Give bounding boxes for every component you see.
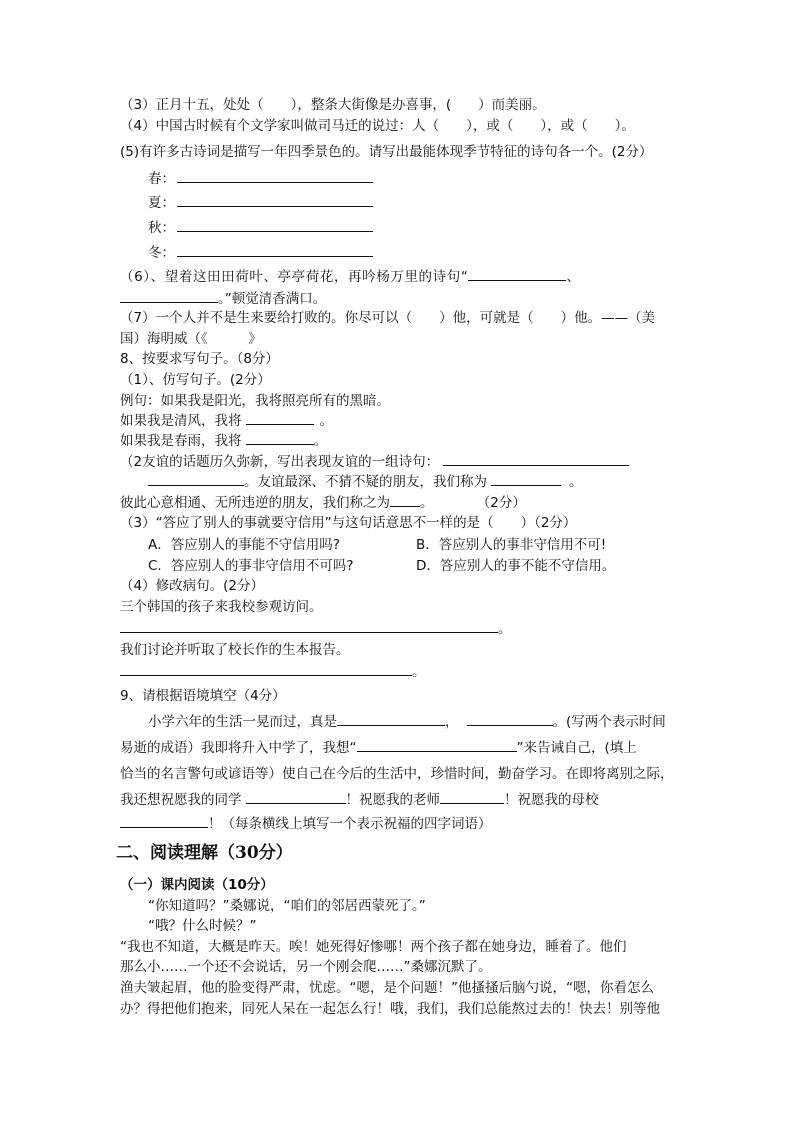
season-label: 秋： <box>148 220 175 236</box>
q8-s1-title: （1）、仿写句子。(2分） <box>120 372 271 388</box>
answer-blank[interactable] <box>120 815 208 828</box>
q7-item5-intro: (5)有许多古诗词是描写一年四季景色的。请写出最能体现季节特征的诗句各一个。(2分） <box>120 144 653 160</box>
season-label: 夏： <box>148 195 175 211</box>
q8-s2-line3 <box>120 494 526 512</box>
answer-blank[interactable] <box>357 739 517 752</box>
s2-text-b: 。友谊最深、不猜不疑的朋友，我们称为 <box>244 474 487 490</box>
q8-title: 8、按要求写句子。（8分） <box>120 351 279 367</box>
q7-item3: （3）正月十五，处处（ ），整条大街像是办喜事，( ）而美丽。 <box>120 97 546 113</box>
q9-text-i: ！（每条横线上填写一个表示祝福的四字词语） <box>208 816 492 832</box>
season-summer <box>148 194 373 212</box>
q7-item6-line2 <box>120 290 326 308</box>
passage-line: “你知道吗？”桑娜说，“咱们的邻居西蒙死了。” <box>148 898 426 914</box>
answer-blank[interactable] <box>177 244 373 257</box>
q8-s4-sentence1: 三个韩国的孩子来我校参观访问。 <box>120 599 323 615</box>
q9-text-d: 易逝的成语）我即将升入中学了，我想“ <box>120 740 357 756</box>
answer-blank[interactable] <box>177 219 373 232</box>
answer-blank[interactable] <box>390 494 420 507</box>
period: 。 <box>319 413 333 429</box>
section-title: 二、阅读理解（30分） <box>116 843 293 863</box>
answer-blank[interactable] <box>120 290 218 303</box>
passage-line: “我也不知道，大概是昨天。唉！她死得好惨哪！两个孩子都在她身边，睡着了。他们 <box>120 939 627 955</box>
answer-blank[interactable] <box>177 194 373 207</box>
period: 。 <box>498 621 512 637</box>
q8-s4-title: （4）修改病句。(2分） <box>120 578 264 594</box>
s1-line2-text: 如果我是春雨，我将 <box>120 433 242 449</box>
s2-text-a: （2友谊的话题历久弥新，写出表现友谊的一组诗句： <box>120 454 440 470</box>
period: 。 <box>412 664 426 680</box>
q9-text-f: 我还想祝愿我的同学 <box>120 792 242 808</box>
q9-line5 <box>120 815 492 833</box>
q7-item7-line1: （7）一个人并不是生来要给打败的。你尽可以（ ）他，可就是（ ）他。——（美 <box>120 310 656 326</box>
q8-s2-line2 <box>148 473 583 491</box>
period: 。 <box>420 495 434 511</box>
answer-blank[interactable] <box>468 268 566 281</box>
q8-s2-line1 <box>120 453 629 471</box>
answer-blank[interactable] <box>177 170 373 183</box>
passage-line: 办？得把他们抱来，同死人呆在一起怎么行！哦，我们，我们总能熬过去的！快去！别等他 <box>120 1001 660 1017</box>
item6-text-a: （6）、望着这田田荷叶、亭亭荷花，再吟杨万里的诗句“ <box>120 269 469 285</box>
answer-blank[interactable] <box>467 713 553 726</box>
q7-item7-line2: 国）海明威（《 》 <box>120 331 262 347</box>
q9-text-g: ！祝愿我的老师 <box>345 792 440 808</box>
answer-blank[interactable] <box>246 432 314 445</box>
answer-blank[interactable] <box>443 453 629 466</box>
q9-title: 9、请根据语境填空（4分） <box>120 688 286 704</box>
q9-text-c: 。(写两个表示时间 <box>552 714 666 730</box>
period: 。 <box>569 474 583 490</box>
q9-line1 <box>148 713 666 731</box>
season-winter <box>148 244 373 262</box>
season-spring <box>148 170 373 188</box>
passage-line: 渔夫皱起眉，他的脸变得严肃，忧虑。“嗯，是个问题！”他搔搔后脑勺说，“嗯，你看怎么 <box>120 980 654 996</box>
season-label: 春： <box>148 171 175 187</box>
option-b[interactable]: B．答应别人的事非守信用不可! <box>416 537 607 553</box>
season-label: 冬： <box>148 245 175 261</box>
q9-text-e: ”来告诫自己，(填上 <box>516 740 637 756</box>
q7-item6-line1 <box>120 268 581 286</box>
option-c[interactable]: C．答应别人的事非守信用不可吗? <box>148 558 354 574</box>
q9-line4 <box>120 791 599 809</box>
q9-line2 <box>120 739 637 757</box>
q9-text-b: ， <box>445 714 459 730</box>
item6-text-b: 。”顿觉清香满口。 <box>218 291 327 307</box>
period: 。 <box>313 433 327 449</box>
answer-blank[interactable] <box>120 663 412 676</box>
season-autumn <box>148 219 373 237</box>
s2-mark: （2分） <box>483 495 526 511</box>
answer-blank[interactable] <box>246 791 346 804</box>
q8-s3-title: （3）“答应了别人的事就要守信用”与这句话意思不一样的是（ ）（2分） <box>120 515 577 531</box>
answer-blank[interactable] <box>148 473 244 486</box>
q8-s4-sentence2: 我们讨论并听取了校长作的生本报告。 <box>120 642 350 658</box>
passage-line: 那么小……一个还不会说话，另一个刚会爬……”桑娜沉默了。 <box>120 959 492 975</box>
option-a[interactable]: A．答应别人的事能不守信用吗? <box>148 537 340 553</box>
answer-blank[interactable] <box>120 620 498 633</box>
answer-blank[interactable] <box>337 713 445 726</box>
s2-text-c: 彼此心意相通、无所违逆的朋友，我们称之为 <box>120 495 390 511</box>
q8-s1-line2 <box>120 432 327 450</box>
answer-blank[interactable] <box>440 791 504 804</box>
q9-line3: 恰当的名言警句或谚语等）使自己在今后的生活中，珍惜时间，勤奋学习。在即将离别之际， <box>120 766 674 782</box>
q9-text-h: ！祝愿我的母校 <box>504 792 599 808</box>
answer-blank[interactable] <box>491 473 561 486</box>
q8-s1-example: 例句：如果我是阳光，我将照亮所有的黑暗。 <box>120 393 390 409</box>
q9-text-a: 小学六年的生活一晃而过，真是 <box>148 714 337 730</box>
item6-sep: 、 <box>566 269 581 285</box>
q8-s4-answer2 <box>120 663 426 681</box>
passage-line: “哦？什么时候？” <box>148 918 257 934</box>
q7-item4: （4）中国古时候有个文学家叫做司马迁的说过：人（ ），或（ ），或（ ）。 <box>120 118 635 134</box>
q8-s4-answer1 <box>120 620 512 638</box>
s1-line1-text: 如果我是清风，我将 <box>120 413 242 429</box>
option-d[interactable]: D．答应别人的事不能不守信用。 <box>416 558 616 574</box>
q8-s1-line1 <box>120 412 333 430</box>
subsection-title: （一）课内阅读（10分） <box>120 877 274 893</box>
answer-blank[interactable] <box>246 412 314 425</box>
